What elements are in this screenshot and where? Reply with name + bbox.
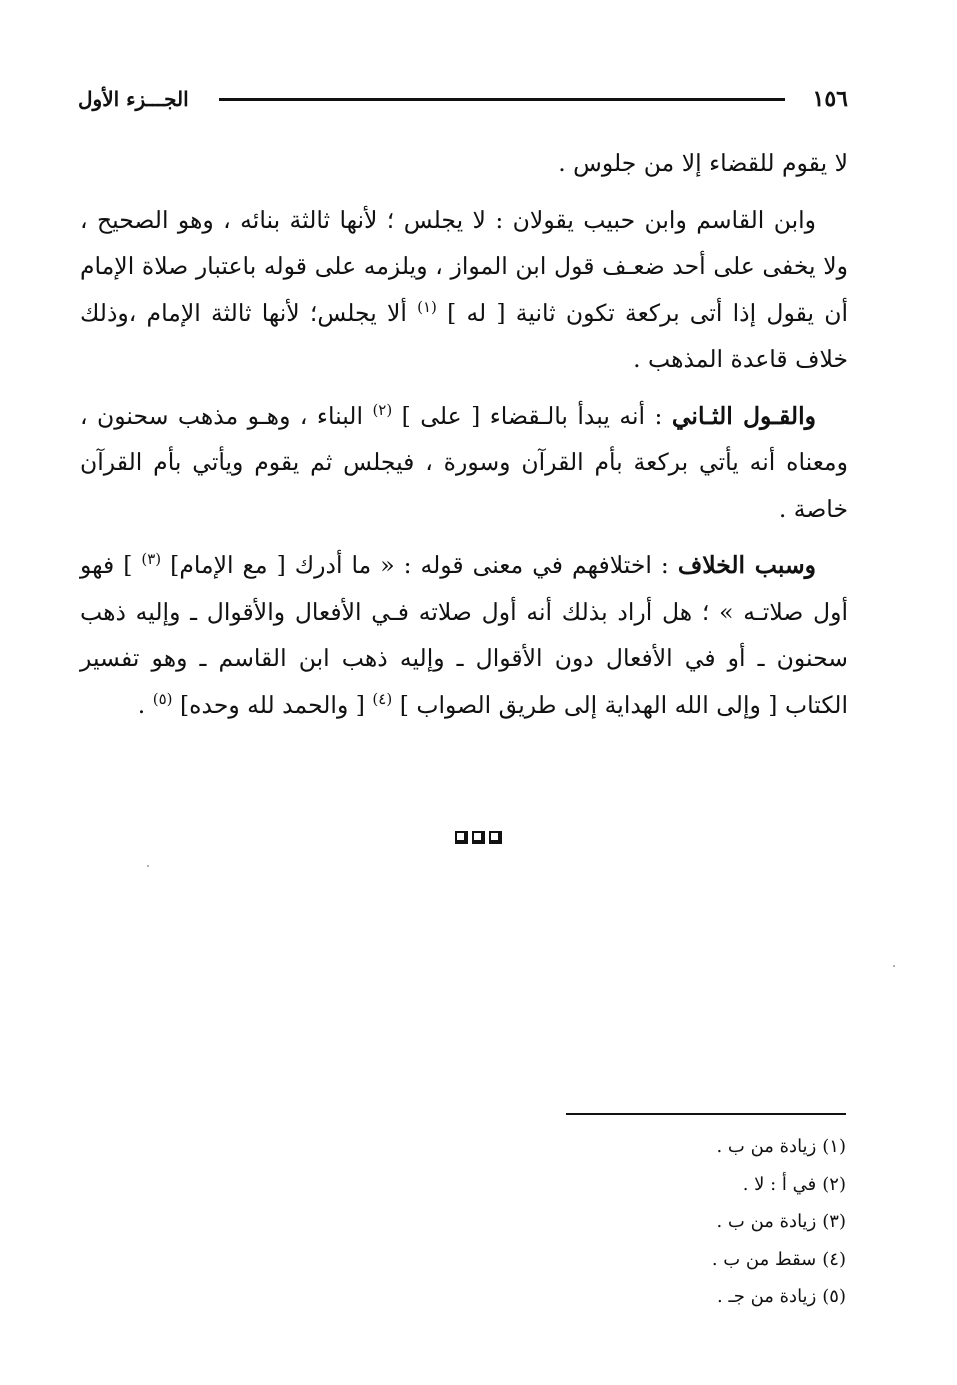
footnote-rule bbox=[566, 1113, 846, 1115]
paragraph-2 bbox=[80, 197, 848, 383]
paragraph-text: : اختلافهم في معنى قوله : « ما أدرك [ مع الإمام] bbox=[170, 551, 669, 579]
footnote-number: (١) bbox=[822, 1136, 846, 1157]
footnote-ref[interactable]: (٥) bbox=[152, 689, 173, 708]
footnote-number: (٤) bbox=[822, 1248, 846, 1270]
paragraph-3 bbox=[80, 393, 848, 533]
paragraph-lead: وسبب الخلاف bbox=[677, 551, 816, 579]
ornament-square-icon bbox=[489, 831, 502, 844]
paragraph-text: وابن القاسم وابن حبيب يقولان : لا يجلس ؛ لأنها ثالثة بنائه ، وهو الصحيح ، ولا يخفى على أحد ضعـف قول ابن المواز ، ويلزمه على قوله باعتبار صلاة الإمام أن يقول إذا أتى بركعة تكون ثانية [ له ] bbox=[80, 205, 848, 327]
footnote-number: (٢) bbox=[822, 1173, 846, 1195]
paragraph-1 bbox=[80, 140, 848, 187]
footnote-item bbox=[446, 1278, 846, 1316]
section-end-ornament bbox=[0, 828, 957, 849]
paragraph-text-continued: [ والحمد لله وحده] bbox=[180, 690, 365, 719]
footnote-item bbox=[446, 1203, 846, 1241]
paragraph-lead: والقـول الثـاني bbox=[671, 401, 816, 430]
footnote-item bbox=[446, 1241, 846, 1279]
footnote-text: سقط من ب . bbox=[711, 1248, 817, 1270]
paragraph-4 bbox=[80, 542, 848, 728]
paragraph-text: : أنه يبدأ بالـقضاء [ على ] bbox=[401, 401, 663, 430]
footnote-text: زيادة من ب . bbox=[716, 1211, 817, 1232]
paper-speck bbox=[147, 865, 149, 867]
footnote-item bbox=[446, 1166, 846, 1204]
page-header bbox=[78, 82, 848, 116]
ornament-square-icon bbox=[472, 831, 485, 844]
paragraph-text-continued: . bbox=[137, 690, 146, 719]
footnote-ref[interactable]: (٤) bbox=[372, 689, 393, 708]
page-number: ١٥٦ bbox=[812, 86, 848, 112]
paper-speck bbox=[893, 965, 895, 967]
header-rule bbox=[219, 98, 785, 101]
paragraph-text-continued: ] فهو أول صلاتـه » ؛ هل أراد بذلك أنه أول صلاته فـي الأفعال والأقوال ـ وإليه ذهب سحنون ـ أو في الأفعال دون الأقوال ـ وإليه ذهب ابن القاسم ـ وهو تفسير الكتاب [ وإلى الله الهداية إلى طريق الصواب ] bbox=[80, 551, 848, 719]
paragraph-text: لا يقوم للقضاء إلا من جلوس . bbox=[558, 149, 848, 177]
ornament-square-icon bbox=[455, 831, 468, 844]
footnote-number: (٣) bbox=[822, 1211, 846, 1232]
footnote-item bbox=[446, 1128, 846, 1166]
footnote-ref[interactable]: (٢) bbox=[372, 400, 393, 419]
paragraph-text-continued: البناء ، وهـو مذهب سحنون ، ومعناه أنه يأتي بركعة بأم القرآن وسورة ، فيجلس ثم يقوم ويأتي بأم القرآن خاصة . bbox=[80, 401, 848, 523]
paragraph-text-continued: ألا يجلس؛ لأنها ثالثة الإمام ،وذلك خلاف قاعدة المذهب . bbox=[80, 298, 848, 373]
running-title: الجـــزء الأول bbox=[78, 87, 189, 111]
footnote-ref[interactable]: (١) bbox=[417, 297, 437, 316]
footnote-text: زيادة من ب . bbox=[716, 1136, 817, 1157]
footnote-ref[interactable]: (٣) bbox=[141, 550, 162, 569]
footnote-text: زيادة من جـ . bbox=[717, 1286, 817, 1307]
footnotes-list bbox=[446, 1128, 846, 1316]
footnote-text: في أ : لا . bbox=[742, 1173, 817, 1195]
footnote-number: (٥) bbox=[822, 1286, 846, 1307]
body-text bbox=[80, 140, 848, 728]
